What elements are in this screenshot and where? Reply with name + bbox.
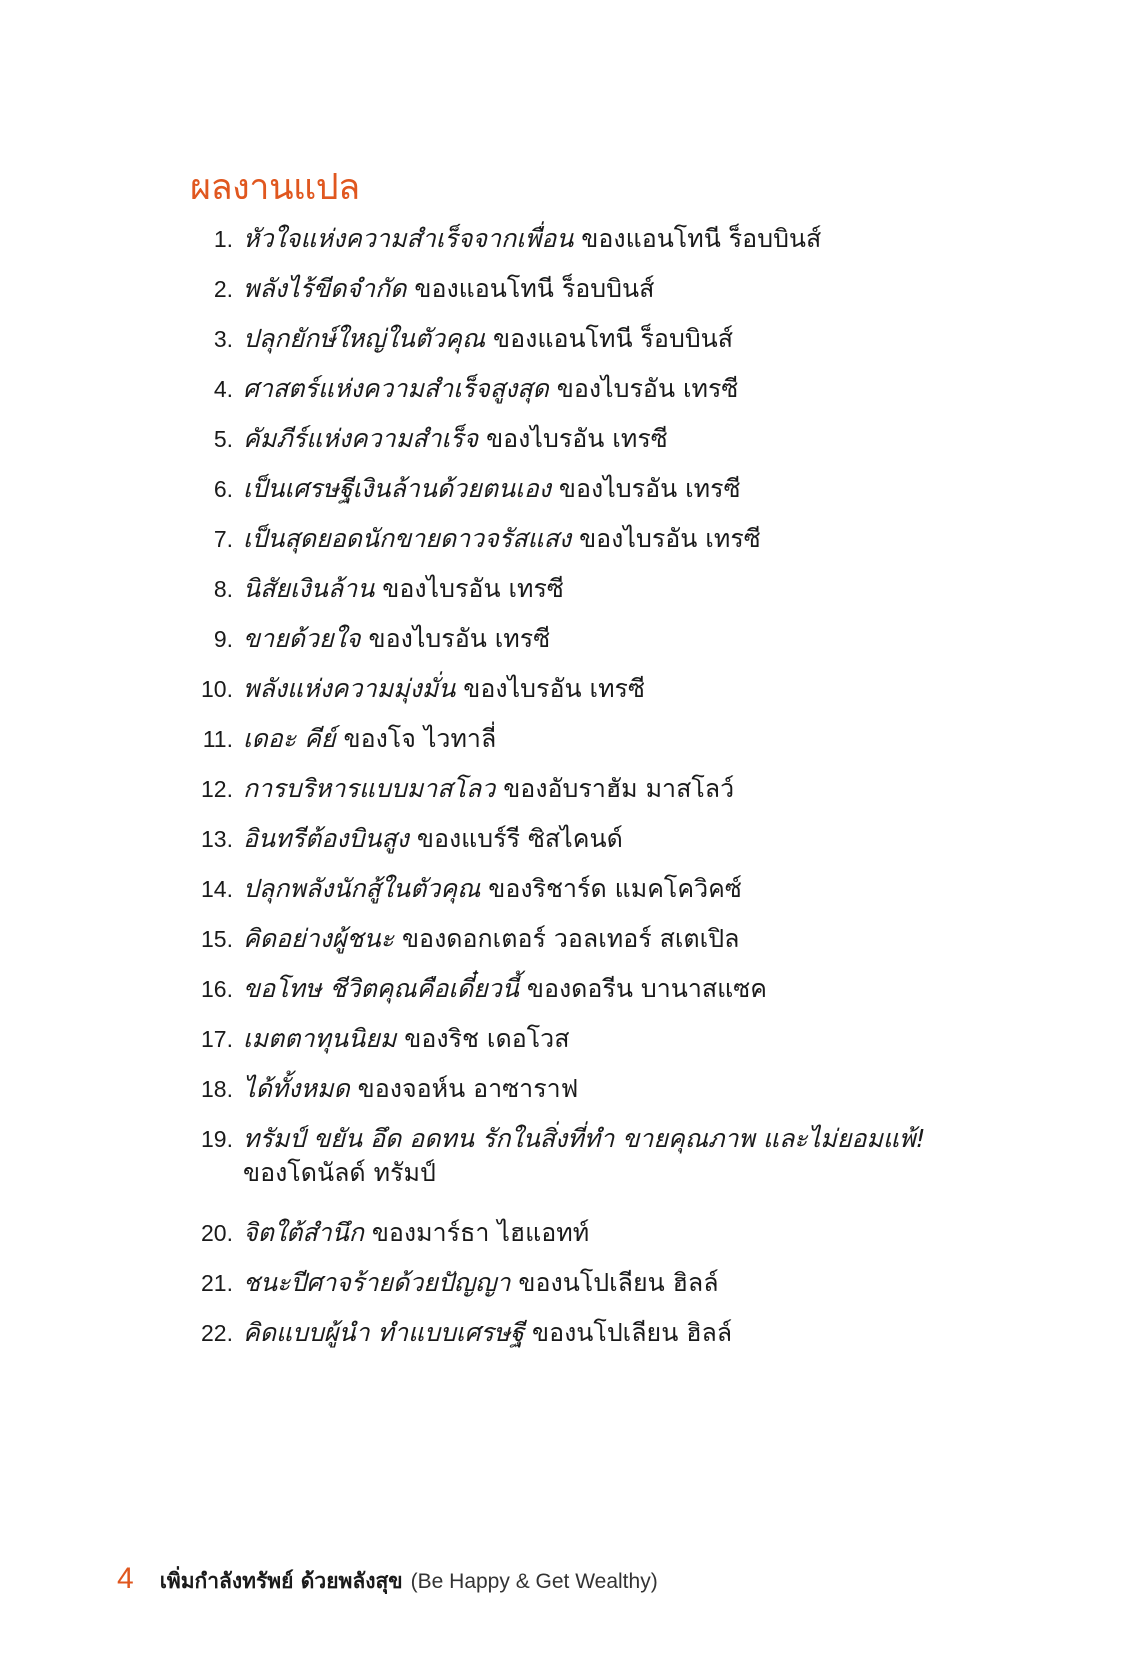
book-title: ปลุกยักษ์ใหญ่ในตัวคุณ: [243, 324, 486, 353]
book-author: ของไบรอัน เทรซี: [579, 524, 761, 553]
list-item: [190, 822, 950, 872]
item-entry: [243, 222, 950, 256]
item-number: 18.: [201, 1076, 233, 1102]
item-entry: [243, 1266, 950, 1300]
book-title: คิดแบบผู้นำ ทำแบบเศรษฐี: [243, 1318, 525, 1347]
item-number: 5.: [213, 426, 233, 452]
book-author: ของแอนโทนี ร็อบบินส์: [414, 274, 655, 303]
book-title: หัวใจแห่งความสำเร็จจากเพื่อน: [243, 224, 574, 253]
book-title: ขายด้วยใจ: [243, 624, 361, 653]
book-author: ของดอรีน บานาสแซค: [526, 974, 767, 1003]
list-item: [190, 372, 950, 422]
item-number: 17.: [201, 1026, 233, 1052]
list-item: [190, 1266, 950, 1316]
book-author: ของนโปเลียน ฮิลล์: [531, 1318, 733, 1347]
list-item: [190, 1072, 950, 1122]
book-author: ของไบรอัน เทรซี: [486, 424, 668, 453]
list-item: [190, 572, 950, 622]
page-number: 4: [117, 1562, 134, 1595]
item-number: 11.: [202, 726, 233, 752]
item-entry: [243, 522, 950, 556]
item-number: 2.: [213, 276, 233, 302]
book-title: ทรัมป์ ขยัน อึด อดทน รักในสิ่งที่ทำ ขายคุณภาพ และไม่ยอมแพ้!: [243, 1124, 926, 1153]
item-entry: [243, 1022, 950, 1056]
list-item: [190, 272, 950, 322]
book-title: ชนะปีศาจร้ายด้วยปัญญา: [243, 1268, 511, 1297]
book-title: คัมภีร์แห่งความสำเร็จ: [243, 424, 479, 453]
item-entry: [243, 422, 950, 456]
page-heading: ผลงานแปล: [190, 167, 360, 208]
item-entry: [243, 1216, 950, 1250]
item-entry: [243, 972, 950, 1006]
book-title: อินทรีต้องบินสูง: [243, 824, 409, 853]
book-title: เป็นสุดยอดนักขายดาวจรัสแสง: [243, 524, 572, 553]
book-title: เมตตาทุนนิยม: [243, 1024, 397, 1053]
book-title: ได้ทั้งหมด: [243, 1074, 350, 1103]
list-item: [190, 772, 950, 822]
book-author: ของไบรอัน เทรซี: [368, 624, 551, 653]
item-entry: [243, 722, 950, 756]
list-item: [190, 1122, 950, 1216]
item-number: 14.: [201, 876, 233, 902]
book-author: ของโดนัลด์ ทรัมป์: [243, 1158, 436, 1187]
list-item: [190, 622, 950, 672]
book-author: ของนโปเลียน ฮิลล์: [518, 1268, 719, 1297]
item-entry: [243, 1316, 950, 1350]
book-title: พลังแห่งความมุ่งมั่น: [243, 674, 456, 703]
item-number: 8.: [213, 576, 233, 602]
book-author: ของอับราฮัม มาสโลว์: [503, 774, 735, 803]
translated-works-list: [190, 222, 950, 1366]
book-title: เป็นเศรษฐีเงินล้านด้วยตนเอง: [243, 474, 551, 503]
item-entry: [243, 472, 950, 506]
book-author: ของดอกเตอร์ วอลเทอร์ สเตเปิล: [401, 924, 740, 953]
book-author: ของแอนโทนี ร็อบบินส์: [493, 324, 734, 353]
item-entry: [243, 672, 950, 706]
list-item: [190, 722, 950, 772]
book-author: ของโจ ไวทาลี่: [343, 724, 497, 753]
list-item: [190, 1316, 950, 1366]
list-item: [190, 922, 950, 972]
item-entry: [243, 322, 950, 356]
item-entry: [243, 572, 950, 606]
item-number: 20.: [201, 1220, 233, 1246]
list-item: [190, 522, 950, 572]
item-number: 7.: [213, 526, 233, 552]
list-item: [190, 972, 950, 1022]
list-item: [190, 1022, 950, 1072]
item-entry: [243, 372, 950, 406]
book-author: ของไบรอัน เทรซี: [558, 474, 741, 503]
item-number: 15.: [201, 926, 233, 952]
book-title: ปลุกพลังนักสู้ในตัวคุณ: [243, 874, 481, 903]
list-item: [190, 672, 950, 722]
book-author: ของไบรอัน เทรซี: [382, 574, 564, 603]
item-number: 12.: [201, 776, 233, 802]
list-item: [190, 1216, 950, 1266]
item-number: 1.: [213, 226, 233, 252]
item-entry: [243, 1122, 950, 1190]
book-title: ขอโทษ ชีวิตคุณคือเดี๋ยวนี้: [243, 974, 519, 1003]
book-author: ของแบร์รี ซิสไคนด์: [416, 824, 623, 853]
item-entry: [243, 922, 950, 956]
item-entry: [243, 772, 950, 806]
list-item: [190, 422, 950, 472]
item-number: 9.: [213, 626, 233, 652]
item-number: 6.: [213, 476, 233, 502]
list-item: [190, 872, 950, 922]
running-book-title: เพิ่มกำลังทรัพย์ ด้วยพลังสุข: [159, 1569, 403, 1593]
list-item: [190, 322, 950, 372]
item-entry: [243, 1072, 950, 1106]
item-number: 21.: [201, 1270, 233, 1296]
item-number: 19.: [201, 1126, 233, 1152]
book-title: พลังไร้ขีดจำกัด: [243, 274, 407, 303]
item-number: 10.: [201, 676, 233, 702]
book-author: ของแอนโทนี ร็อบบินส์: [581, 224, 822, 253]
book-title: นิสัยเงินล้าน: [243, 574, 375, 603]
item-number: 22.: [201, 1320, 233, 1346]
running-book-subtitle: (Be Happy & Get Wealthy): [410, 1570, 658, 1593]
book-title: จิตใต้สำนึก: [243, 1218, 364, 1247]
book-author: ของไบรอัน เทรซี: [463, 674, 645, 703]
book-author: ของจอห์น อาซาราฟ: [357, 1074, 579, 1103]
item-number: 4.: [213, 376, 233, 402]
book-title: การบริหารแบบมาสโลว: [243, 774, 496, 803]
page-footer: [117, 1562, 658, 1598]
item-number: 13.: [201, 826, 233, 852]
book-author: ของไบรอัน เทรซี: [556, 374, 739, 403]
book-title: ศาสตร์แห่งความสำเร็จสูงสุด: [243, 374, 549, 403]
book-title: เดอะ คีย์: [243, 724, 336, 753]
item-number: 16.: [201, 976, 233, 1002]
item-number: 3.: [213, 326, 233, 352]
item-entry: [243, 272, 950, 306]
item-entry: [243, 872, 950, 906]
item-entry: [243, 622, 950, 656]
book-title: คิดอย่างผู้ชนะ: [243, 924, 395, 953]
book-author: ของริชาร์ด แมคโควิคซ์: [488, 874, 742, 903]
book-author: ของมาร์ธา ไฮแอทท์: [371, 1218, 590, 1247]
list-item: [190, 222, 950, 272]
item-entry: [243, 822, 950, 856]
list-item: [190, 472, 950, 522]
book-author: ของริช เดอโวส: [404, 1024, 570, 1053]
